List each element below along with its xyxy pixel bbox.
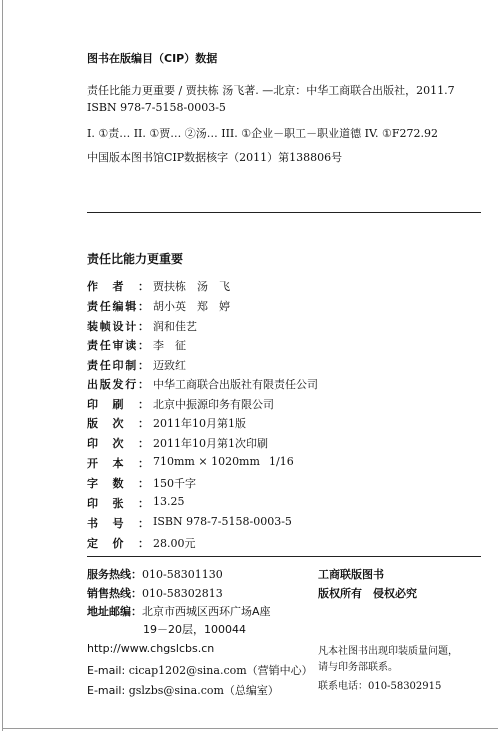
detail-value: 迈致红 [153,359,186,372]
detail-row-printer [87,396,487,412]
email-value: cicap1202@sina.com（营销中心） [128,664,313,677]
detail-row-format [87,455,487,471]
detail-value: 润和佳艺 [153,320,197,333]
address-line-1: 北京市西城区西环广场A座 [142,605,271,618]
detail-label: 印次： [87,437,149,450]
detail-label: 开本： [87,457,149,470]
detail-label: 印刷： [87,398,149,411]
detail-row-word-count [87,475,487,491]
detail-row-isbn [87,515,487,531]
detail-label: 定价： [87,537,149,550]
detail-value: 李 征 [153,339,186,352]
detail-row-editor [87,298,487,314]
sales-hotline [87,585,223,601]
email-label: E-mail: [87,664,126,677]
divider-bottom [87,556,481,557]
detail-label: 版次： [87,417,149,430]
page-border-left [2,0,3,731]
service-hotline-label: 服务热线： [87,568,142,581]
sales-hotline-value: 010-58302813 [142,587,223,600]
service-hotline [87,566,223,582]
detail-value: 贾扶栋 汤 飞 [153,280,230,293]
detail-row-reviewer [87,337,487,353]
service-hotline-value: 010-58301130 [142,568,223,581]
detail-label: 字数： [87,477,149,490]
email-marketing [87,662,313,678]
detail-row-printing-supervisor [87,357,487,373]
detail-row-publisher [87,376,487,392]
address-line-2: 19－20层，100044 [143,623,246,636]
sales-hotline-label: 销售热线： [87,587,142,600]
detail-value: 胡小英 郑 婷 [153,300,230,313]
detail-value-secondary: 1/16 [269,455,294,468]
detail-label: 装帧设计： [87,320,149,333]
detail-value: 2011年10月第1次印刷 [153,437,268,450]
detail-value: 150千字 [153,477,196,490]
detail-label: 责任编辑： [87,300,149,313]
detail-value: 13.25 [153,495,185,508]
detail-value: 2011年10月第1版 [153,417,246,430]
quality-notice-line-1: 凡本社图书出现印装质量问题， [318,646,458,657]
cip-line-classification: I. ①责… II. ①贾… ②汤… III. ①企业－职工－职业道德 IV. ①F272.92 [87,127,438,140]
cip-line-title: 责任比能力更重要 / 贾扶栋 汤飞著. —北京：中华工商联合出版社，2011.7 [87,84,455,97]
divider-top [87,212,481,213]
email-editorial [87,682,279,698]
website-url: http://www.chgslcbs.cn [87,642,215,655]
detail-row-sheets [87,495,487,511]
book-title: 责任比能力更重要 [87,252,184,266]
detail-value: ISBN 978-7-5158-0003-5 [153,515,292,528]
detail-row-impression [87,435,487,451]
detail-row-design [87,318,487,334]
detail-label: 出版发行： [87,378,149,391]
cip-line-isbn: ISBN 978-7-5158-0003-5 [87,101,226,114]
detail-label: 责任印制： [87,359,149,372]
address-label: 地址邮编： [87,605,142,618]
detail-label: 作者： [87,280,149,293]
detail-value: 710mm × 1020mm [153,455,260,468]
detail-row-author [87,278,487,294]
cip-line-record: 中国版本图书馆CIP数据核字（2011）第138806号 [87,151,343,164]
detail-row-price [87,535,487,551]
publisher-series: 工商联版图书 [318,568,384,581]
detail-label: 印张： [87,497,149,510]
email-label: E-mail: [87,684,126,697]
cip-heading: 图书在版编目（CIP）数据 [87,52,218,65]
detail-label: 责任审读： [87,339,149,352]
detail-value: 28.00元 [153,537,196,550]
detail-value: 中华工商联合出版社有限责任公司 [153,378,318,391]
email-value: gslzbs@sina.com（总编室） [128,684,279,697]
contact-phone: 联系电话：010-58302915 [318,681,442,692]
detail-label: 书号： [87,517,149,530]
detail-value: 北京中振源印务有限公司 [153,398,274,411]
quality-notice-line-2: 请与印务部联系。 [318,662,398,673]
detail-row-edition [87,415,487,431]
page-border-bottom [2,728,498,729]
address [87,603,271,619]
copyright-notice: 版权所有 侵权必究 [318,587,417,600]
